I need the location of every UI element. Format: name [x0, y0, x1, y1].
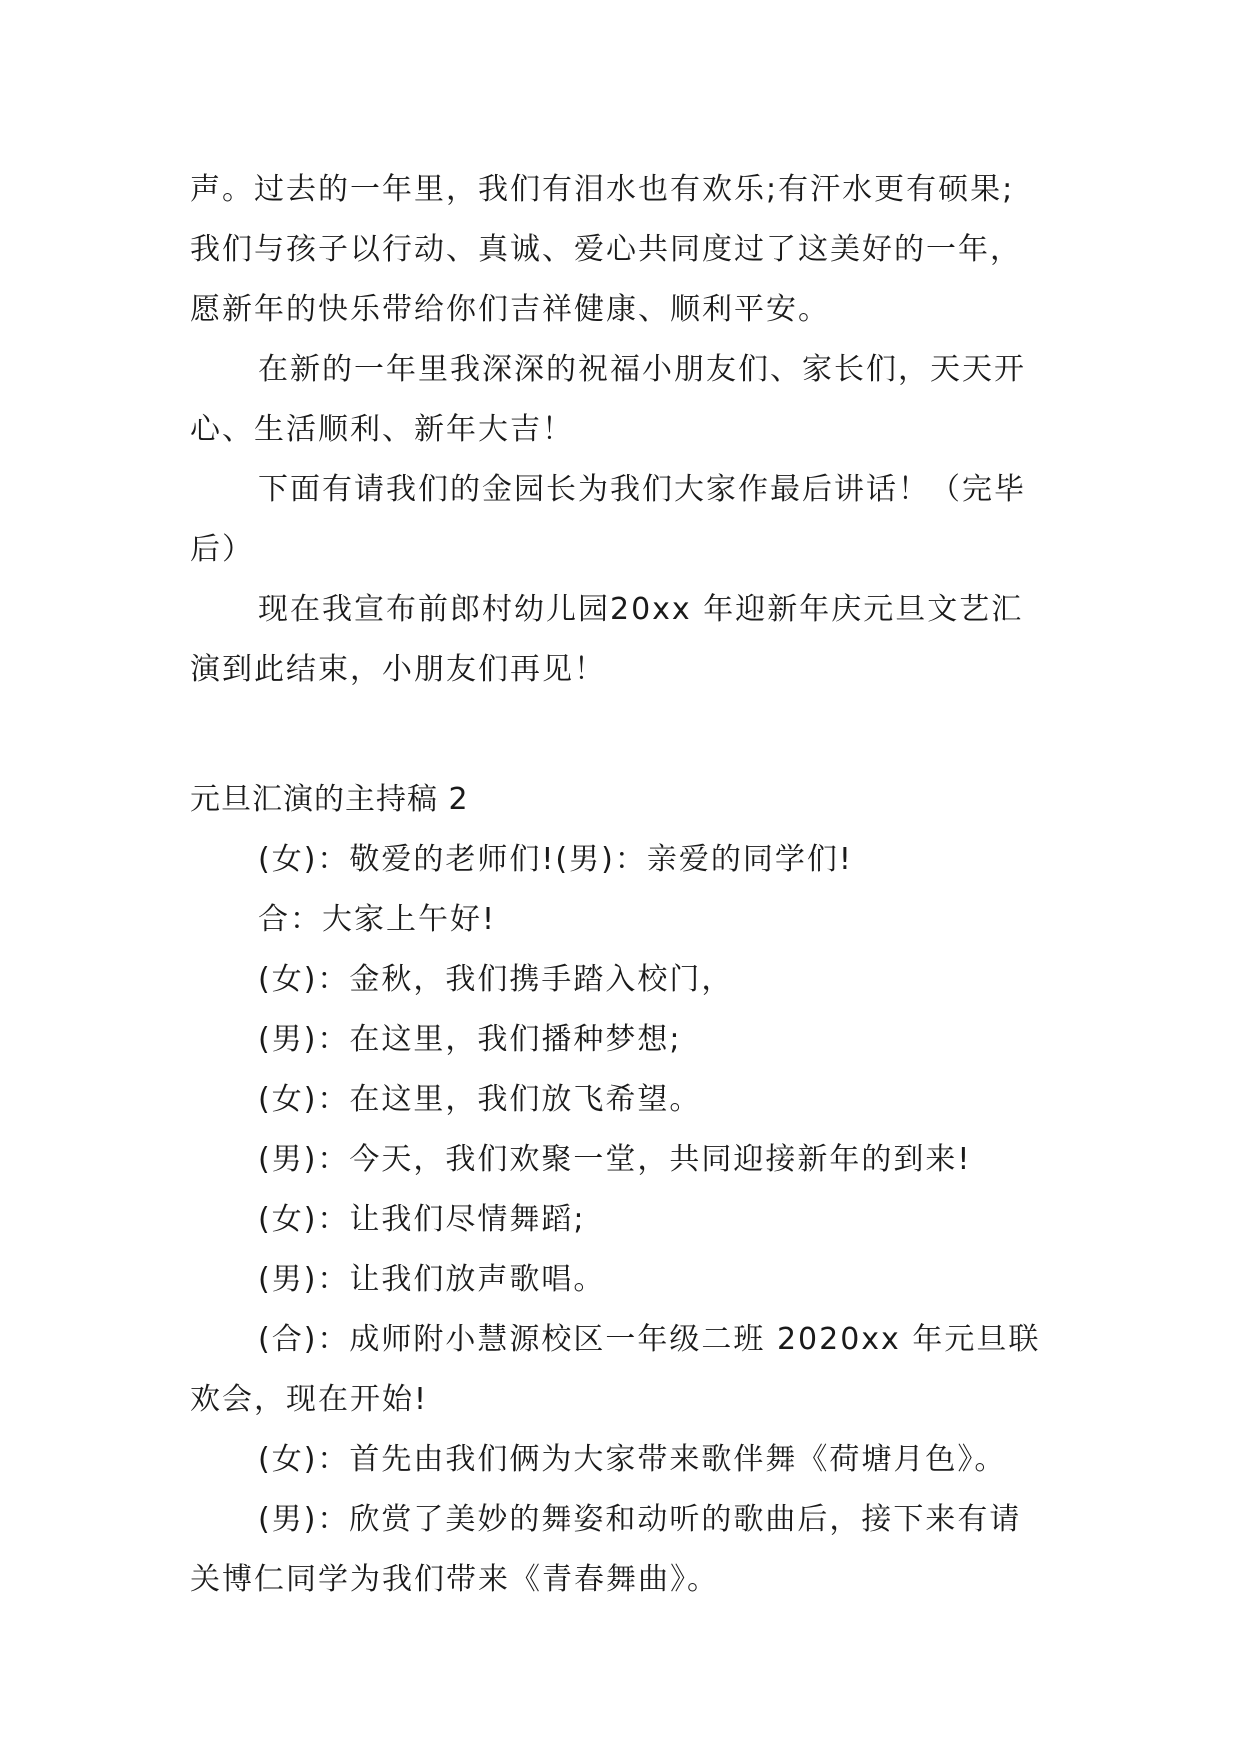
- dialogue-line: (女)：金秋，我们携手踏入校门，: [258, 962, 734, 997]
- text-line: 声。过去的一年里，我们有泪水也有欢乐;有汗水更有硕果;: [190, 172, 1015, 207]
- dialogue-line: (合)：成师附小慧源校区一年级二班 2020xx 年元旦联: [258, 1322, 1041, 1357]
- text-line: 我们与孩子以行动、真诚、爱心共同度过了这美好的一年，: [190, 232, 1022, 267]
- document-body: [190, 160, 1060, 1610]
- paragraph-closing-line: 演到此结束，小朋友们再见！: [190, 652, 606, 687]
- paragraph-blessing-line: 在新的一年里我深深的祝福小朋友们、家长们，天天开: [258, 352, 1026, 387]
- dialogue-line: (女)：首先由我们俩为大家带来歌伴舞《荷塘月色》。: [258, 1442, 1007, 1477]
- dialogue-line: (男)：在这里，我们播种梦想;: [258, 1022, 682, 1057]
- dialogue-line: (男)：让我们放声歌唱。: [258, 1262, 606, 1297]
- section-spacer: [190, 700, 1060, 770]
- paragraph-closing-line: 现在我宣布前郎村幼儿园20xx 年迎新年庆元旦文艺汇: [258, 592, 1024, 627]
- paragraph-blessing-line: 心、生活顺利、新年大吉！: [190, 412, 574, 447]
- paragraph-principal-line: 下面有请我们的金园长为我们大家作最后讲话！（完毕: [258, 472, 1026, 507]
- dialogue-line: (男)：今天，我们欢聚一堂，共同迎接新年的到来!: [258, 1142, 972, 1177]
- dialogue-line: (女)：敬爱的老师们!(男)：亲爱的同学们!: [258, 842, 853, 877]
- dialogue-line: 关博仁同学为我们带来《青春舞曲》。: [190, 1562, 719, 1597]
- dialogue-line: 欢会，现在开始!: [190, 1382, 429, 1417]
- dialogue-line: 合：大家上午好!: [258, 902, 497, 937]
- dialogue-line: (男)：欣赏了美妙的舞姿和动听的歌曲后，接下来有请: [258, 1502, 1022, 1537]
- text-line: 愿新年的快乐带给你们吉祥健康、顺利平安。: [190, 292, 830, 327]
- paragraph-principal-line: 后）: [190, 532, 254, 567]
- dialogue-line: (女)：在这里，我们放飞希望。: [258, 1082, 702, 1117]
- section-title: 元旦汇演的主持稿 2: [190, 782, 469, 817]
- dialogue-line: (女)：让我们尽情舞蹈;: [258, 1202, 586, 1237]
